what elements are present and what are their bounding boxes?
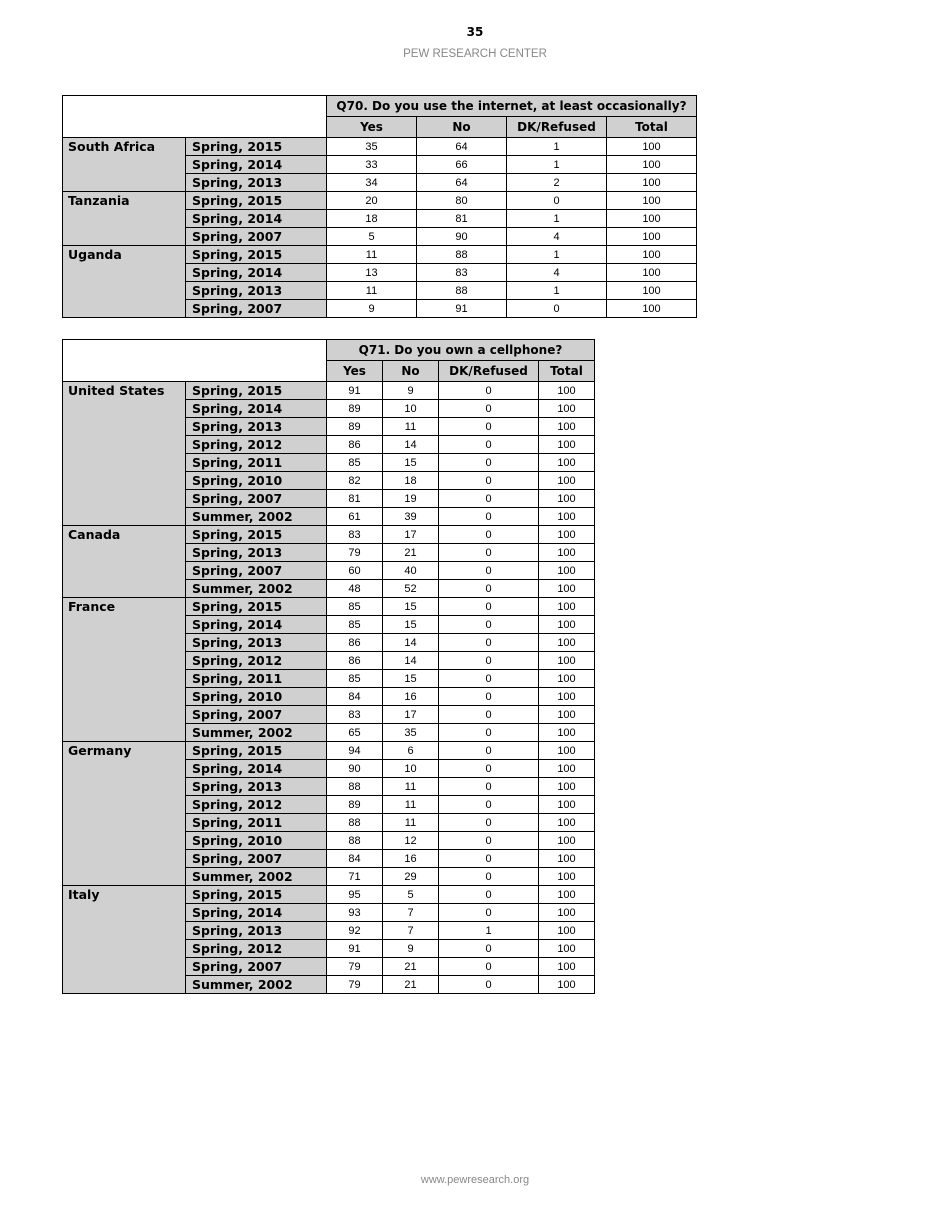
value-total: 100: [539, 976, 595, 994]
survey-period: Summer, 2002: [186, 724, 327, 742]
value-no: 40: [383, 562, 439, 580]
value-dk-refused: 0: [439, 508, 539, 526]
survey-period: Spring, 2007: [186, 228, 327, 246]
value-yes: 86: [327, 436, 383, 454]
value-yes: 89: [327, 796, 383, 814]
value-no: 83: [417, 264, 507, 282]
value-total: 100: [607, 138, 697, 156]
column-header-dk-refused: DK/Refused: [507, 117, 607, 138]
value-total: 100: [607, 174, 697, 192]
value-no: 39: [383, 508, 439, 526]
value-total: 100: [539, 400, 595, 418]
value-total: 100: [539, 508, 595, 526]
value-dk-refused: 0: [439, 796, 539, 814]
value-dk-refused: 2: [507, 174, 607, 192]
value-total: 100: [539, 724, 595, 742]
value-no: 7: [383, 904, 439, 922]
table-corner: [63, 340, 327, 382]
value-yes: 91: [327, 940, 383, 958]
country-label: France: [63, 598, 186, 742]
value-dk-refused: 0: [439, 886, 539, 904]
value-dk-refused: 0: [439, 544, 539, 562]
value-total: 100: [539, 454, 595, 472]
survey-period: Spring, 2007: [186, 706, 327, 724]
value-yes: 91: [327, 382, 383, 400]
column-header-no: No: [383, 361, 439, 382]
footer-url: www.pewresearch.org: [420, 1174, 530, 1186]
table-row: [63, 598, 595, 616]
value-yes: 48: [327, 580, 383, 598]
survey-period: Spring, 2015: [186, 138, 327, 156]
column-header-yes: Yes: [327, 361, 383, 382]
q70-question: Q70. Do you use the internet, at least occasionally?: [327, 96, 697, 117]
country-label: Italy: [63, 886, 186, 994]
value-yes: 79: [327, 544, 383, 562]
value-dk-refused: 1: [507, 282, 607, 300]
value-total: 100: [539, 922, 595, 940]
value-total: 100: [539, 544, 595, 562]
value-no: 16: [383, 688, 439, 706]
value-dk-refused: 0: [439, 670, 539, 688]
value-no: 21: [383, 544, 439, 562]
value-total: 100: [539, 580, 595, 598]
column-header-total: Total: [607, 117, 697, 138]
value-dk-refused: 0: [439, 940, 539, 958]
value-total: 100: [539, 850, 595, 868]
value-total: 100: [539, 940, 595, 958]
value-no: 10: [383, 400, 439, 418]
survey-period: Spring, 2015: [186, 246, 327, 264]
value-yes: 95: [327, 886, 383, 904]
value-no: 17: [383, 706, 439, 724]
survey-period: Spring, 2007: [186, 490, 327, 508]
value-yes: 60: [327, 562, 383, 580]
value-dk-refused: 0: [439, 778, 539, 796]
value-total: 100: [607, 282, 697, 300]
value-yes: 33: [327, 156, 417, 174]
value-total: 100: [539, 490, 595, 508]
value-no: 64: [417, 138, 507, 156]
survey-period: Spring, 2014: [186, 616, 327, 634]
country-label: Tanzania: [63, 192, 186, 246]
value-no: 16: [383, 850, 439, 868]
value-dk-refused: 0: [439, 832, 539, 850]
value-no: 14: [383, 634, 439, 652]
country-label: Uganda: [63, 246, 186, 318]
value-total: 100: [539, 868, 595, 886]
table-row: [63, 886, 595, 904]
country-label: United States: [63, 382, 186, 526]
column-header-dk-refused: DK/Refused: [439, 361, 539, 382]
value-yes: 90: [327, 760, 383, 778]
value-no: 10: [383, 760, 439, 778]
value-no: 11: [383, 778, 439, 796]
value-dk-refused: 4: [507, 228, 607, 246]
value-no: 9: [383, 940, 439, 958]
survey-period: Spring, 2014: [186, 156, 327, 174]
value-dk-refused: 0: [439, 400, 539, 418]
value-yes: 88: [327, 778, 383, 796]
value-no: 29: [383, 868, 439, 886]
value-total: 100: [539, 958, 595, 976]
org-name: PEW RESEARCH CENTER: [403, 48, 547, 60]
value-dk-refused: 1: [507, 246, 607, 264]
value-yes: 65: [327, 724, 383, 742]
survey-period: Spring, 2013: [186, 282, 327, 300]
value-dk-refused: 0: [439, 490, 539, 508]
value-yes: 35: [327, 138, 417, 156]
value-total: 100: [539, 832, 595, 850]
value-total: 100: [607, 264, 697, 282]
q71-table: [62, 339, 595, 994]
value-dk-refused: 0: [439, 868, 539, 886]
survey-period: Spring, 2014: [186, 264, 327, 282]
value-yes: 92: [327, 922, 383, 940]
value-dk-refused: 0: [439, 742, 539, 760]
value-yes: 11: [327, 282, 417, 300]
value-yes: 18: [327, 210, 417, 228]
value-no: 66: [417, 156, 507, 174]
value-yes: 88: [327, 814, 383, 832]
value-yes: 79: [327, 976, 383, 994]
value-yes: 83: [327, 526, 383, 544]
value-yes: 61: [327, 508, 383, 526]
value-dk-refused: 1: [507, 210, 607, 228]
value-no: 15: [383, 454, 439, 472]
value-no: 12: [383, 832, 439, 850]
survey-period: Spring, 2010: [186, 688, 327, 706]
q71-question: Q71. Do you own a cellphone?: [327, 340, 595, 361]
value-no: 15: [383, 598, 439, 616]
value-total: 100: [607, 246, 697, 264]
value-no: 11: [383, 814, 439, 832]
survey-period: Spring, 2013: [186, 922, 327, 940]
value-total: 100: [539, 436, 595, 454]
value-yes: 84: [327, 688, 383, 706]
value-total: 100: [539, 526, 595, 544]
value-dk-refused: 0: [439, 472, 539, 490]
value-dk-refused: 0: [439, 958, 539, 976]
value-dk-refused: 0: [439, 436, 539, 454]
survey-period: Spring, 2007: [186, 562, 327, 580]
value-total: 100: [539, 814, 595, 832]
value-yes: 93: [327, 904, 383, 922]
value-total: 100: [539, 904, 595, 922]
survey-period: Summer, 2002: [186, 976, 327, 994]
survey-period: Spring, 2010: [186, 472, 327, 490]
value-yes: 88: [327, 832, 383, 850]
value-total: 100: [539, 472, 595, 490]
survey-period: Spring, 2013: [186, 544, 327, 562]
value-dk-refused: 0: [439, 976, 539, 994]
table-row: [63, 138, 697, 156]
value-no: 19: [383, 490, 439, 508]
column-header-total: Total: [539, 361, 595, 382]
value-no: 9: [383, 382, 439, 400]
survey-period: Spring, 2010: [186, 832, 327, 850]
value-no: 88: [417, 246, 507, 264]
value-no: 52: [383, 580, 439, 598]
value-no: 17: [383, 526, 439, 544]
value-yes: 11: [327, 246, 417, 264]
value-dk-refused: 1: [439, 922, 539, 940]
value-dk-refused: 0: [507, 300, 607, 318]
value-no: 15: [383, 670, 439, 688]
value-no: 21: [383, 958, 439, 976]
survey-period: Spring, 2011: [186, 454, 327, 472]
survey-period: Spring, 2013: [186, 418, 327, 436]
value-yes: 84: [327, 850, 383, 868]
survey-period: Summer, 2002: [186, 580, 327, 598]
survey-period: Spring, 2011: [186, 670, 327, 688]
value-yes: 20: [327, 192, 417, 210]
value-total: 100: [539, 778, 595, 796]
value-yes: 86: [327, 652, 383, 670]
value-no: 7: [383, 922, 439, 940]
value-no: 91: [417, 300, 507, 318]
survey-period: Spring, 2014: [186, 760, 327, 778]
value-total: 100: [539, 634, 595, 652]
value-dk-refused: 0: [439, 580, 539, 598]
value-yes: 13: [327, 264, 417, 282]
value-dk-refused: 4: [507, 264, 607, 282]
value-total: 100: [539, 418, 595, 436]
value-no: 5: [383, 886, 439, 904]
value-yes: 9: [327, 300, 417, 318]
value-yes: 86: [327, 634, 383, 652]
table-row: [63, 246, 697, 264]
value-yes: 85: [327, 454, 383, 472]
value-total: 100: [539, 796, 595, 814]
value-no: 14: [383, 436, 439, 454]
value-total: 100: [607, 300, 697, 318]
value-dk-refused: 0: [439, 724, 539, 742]
value-no: 11: [383, 796, 439, 814]
survey-period: Spring, 2012: [186, 436, 327, 454]
value-yes: 94: [327, 742, 383, 760]
value-dk-refused: 0: [439, 652, 539, 670]
value-total: 100: [539, 616, 595, 634]
value-yes: 5: [327, 228, 417, 246]
survey-period: Spring, 2007: [186, 850, 327, 868]
value-no: 11: [383, 418, 439, 436]
value-no: 90: [417, 228, 507, 246]
value-total: 100: [607, 210, 697, 228]
value-no: 80: [417, 192, 507, 210]
value-total: 100: [539, 886, 595, 904]
survey-period: Spring, 2015: [186, 382, 327, 400]
value-yes: 82: [327, 472, 383, 490]
survey-period: Summer, 2002: [186, 508, 327, 526]
value-yes: 81: [327, 490, 383, 508]
value-dk-refused: 0: [439, 418, 539, 436]
value-dk-refused: 0: [439, 562, 539, 580]
survey-period: Spring, 2012: [186, 652, 327, 670]
value-yes: 83: [327, 706, 383, 724]
value-dk-refused: 1: [507, 138, 607, 156]
value-no: 18: [383, 472, 439, 490]
value-no: 14: [383, 652, 439, 670]
value-total: 100: [539, 670, 595, 688]
value-total: 100: [539, 598, 595, 616]
value-no: 21: [383, 976, 439, 994]
survey-period: Spring, 2015: [186, 192, 327, 210]
value-no: 64: [417, 174, 507, 192]
value-total: 100: [539, 706, 595, 724]
survey-period: Spring, 2007: [186, 300, 327, 318]
survey-period: Spring, 2015: [186, 526, 327, 544]
survey-period: Spring, 2015: [186, 886, 327, 904]
survey-period: Spring, 2013: [186, 634, 327, 652]
value-dk-refused: 0: [439, 598, 539, 616]
survey-period: Spring, 2013: [186, 778, 327, 796]
value-yes: 79: [327, 958, 383, 976]
value-dk-refused: 0: [439, 760, 539, 778]
value-no: 81: [417, 210, 507, 228]
value-total: 100: [607, 156, 697, 174]
value-no: 15: [383, 616, 439, 634]
column-header-no: No: [417, 117, 507, 138]
value-yes: 89: [327, 400, 383, 418]
survey-period: Spring, 2013: [186, 174, 327, 192]
value-dk-refused: 0: [439, 904, 539, 922]
value-dk-refused: 0: [439, 814, 539, 832]
value-yes: 89: [327, 418, 383, 436]
value-total: 100: [607, 228, 697, 246]
value-dk-refused: 0: [439, 382, 539, 400]
value-total: 100: [539, 562, 595, 580]
country-label: South Africa: [63, 138, 186, 192]
value-total: 100: [539, 742, 595, 760]
survey-period: Spring, 2015: [186, 742, 327, 760]
value-total: 100: [607, 192, 697, 210]
value-total: 100: [539, 382, 595, 400]
value-no: 6: [383, 742, 439, 760]
value-total: 100: [539, 652, 595, 670]
value-total: 100: [539, 760, 595, 778]
table-row: [63, 742, 595, 760]
value-yes: 71: [327, 868, 383, 886]
column-header-yes: Yes: [327, 117, 417, 138]
value-dk-refused: 0: [439, 634, 539, 652]
table-row: [63, 526, 595, 544]
survey-period: Spring, 2012: [186, 796, 327, 814]
value-no: 35: [383, 724, 439, 742]
page-number: 35: [466, 25, 484, 39]
value-yes: 34: [327, 174, 417, 192]
survey-period: Spring, 2015: [186, 598, 327, 616]
value-dk-refused: 0: [439, 526, 539, 544]
survey-period: Spring, 2014: [186, 210, 327, 228]
value-no: 88: [417, 282, 507, 300]
country-label: Germany: [63, 742, 186, 886]
value-yes: 85: [327, 616, 383, 634]
value-dk-refused: 0: [439, 688, 539, 706]
value-dk-refused: 0: [439, 850, 539, 868]
q70-table: [62, 95, 697, 318]
survey-period: Spring, 2014: [186, 400, 327, 418]
value-dk-refused: 0: [507, 192, 607, 210]
survey-period: Spring, 2014: [186, 904, 327, 922]
survey-period: Spring, 2012: [186, 940, 327, 958]
value-total: 100: [539, 688, 595, 706]
survey-period: Spring, 2007: [186, 958, 327, 976]
value-dk-refused: 1: [507, 156, 607, 174]
value-dk-refused: 0: [439, 454, 539, 472]
value-dk-refused: 0: [439, 616, 539, 634]
table-corner: [63, 96, 327, 138]
value-dk-refused: 0: [439, 706, 539, 724]
table-row: [63, 192, 697, 210]
table-row: [63, 382, 595, 400]
survey-period: Summer, 2002: [186, 868, 327, 886]
survey-period: Spring, 2011: [186, 814, 327, 832]
country-label: Canada: [63, 526, 186, 598]
value-yes: 85: [327, 598, 383, 616]
value-yes: 85: [327, 670, 383, 688]
